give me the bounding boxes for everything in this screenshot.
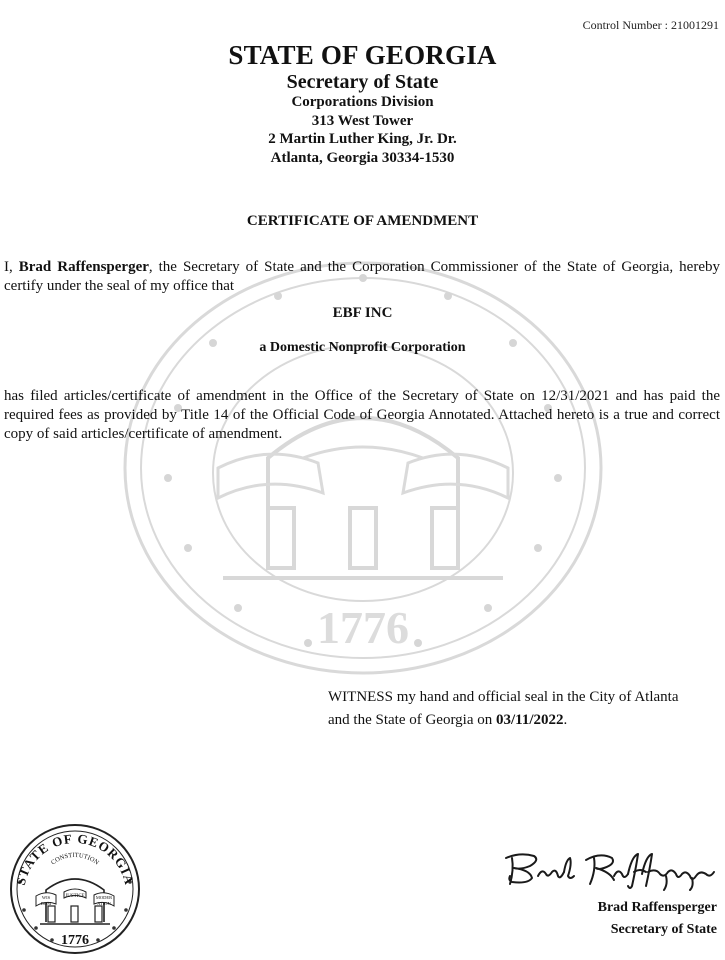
secretary-name: Brad Raffensperger bbox=[18, 259, 149, 275]
seal-banner-center: JUSTICE bbox=[65, 894, 85, 899]
address-line-3: Atlanta, Georgia 30334-1530 bbox=[270, 149, 455, 166]
seal-banner-left-bottom: DOM bbox=[40, 901, 52, 906]
seal-banner-left-top: WIS bbox=[41, 895, 51, 900]
entity-type: a Domestic Nonprofit Corporation bbox=[259, 340, 466, 355]
filing-statement: has filed articles/certificate of amendment in the Office of the Secretary of State on 12/31/2021 and has paid the required fees as provided by Title 14 of the Official Code of Georgia Annotated. Attached hereto is a true and correct copy of said articles/certificate of amendment. bbox=[4, 388, 720, 442]
office-heading: Secretary of State bbox=[286, 71, 439, 93]
seal-banner-right-bottom: ATION bbox=[97, 901, 111, 906]
signature-graphic bbox=[500, 846, 722, 892]
witness-period: . bbox=[563, 712, 568, 728]
intro-prefix: I, bbox=[4, 259, 19, 275]
witness-date: 03/11/2022 bbox=[496, 712, 564, 728]
signer-name: Brad Raffensperger bbox=[597, 900, 717, 915]
address-line-1: 313 West Tower bbox=[311, 112, 414, 129]
signer-block bbox=[598, 897, 717, 941]
address-line-2: 2 Martin Luther King, Jr. Dr. bbox=[268, 131, 457, 147]
witness-line-2-text: and the State of Georgia on bbox=[328, 712, 497, 728]
seal-banner-right-top: MODER bbox=[95, 895, 113, 900]
witness-line-2 bbox=[328, 709, 679, 732]
witness-line-1: WITNESS my hand and official seal in the City of Atlanta bbox=[328, 689, 679, 705]
entity-name: EBF INC bbox=[332, 305, 393, 321]
certification-statement bbox=[4, 258, 720, 296]
signer-title: Secretary of State bbox=[610, 922, 717, 937]
seal-year: 1776 bbox=[61, 933, 89, 948]
watermark-year: 1776 bbox=[317, 602, 409, 653]
letterhead bbox=[0, 40, 725, 167]
witness-clause bbox=[328, 686, 679, 732]
seal-inner-text: CONSTITUTION bbox=[49, 851, 101, 867]
intro-text: , the Secretary of State and the Corporation Commissioner of the State of Georgia, hereby certify under the seal of my office that bbox=[4, 259, 720, 294]
control-number: Control Number : 21001291 bbox=[582, 18, 719, 32]
division-line: Corporations Division bbox=[291, 94, 434, 110]
state-heading: STATE OF GEORGIA bbox=[228, 40, 497, 70]
official-seal-icon bbox=[6, 822, 144, 956]
seal-ring-text: STATE OF GEORGIA bbox=[12, 830, 138, 887]
certificate-title: CERTIFICATE OF AMENDMENT bbox=[246, 213, 479, 229]
